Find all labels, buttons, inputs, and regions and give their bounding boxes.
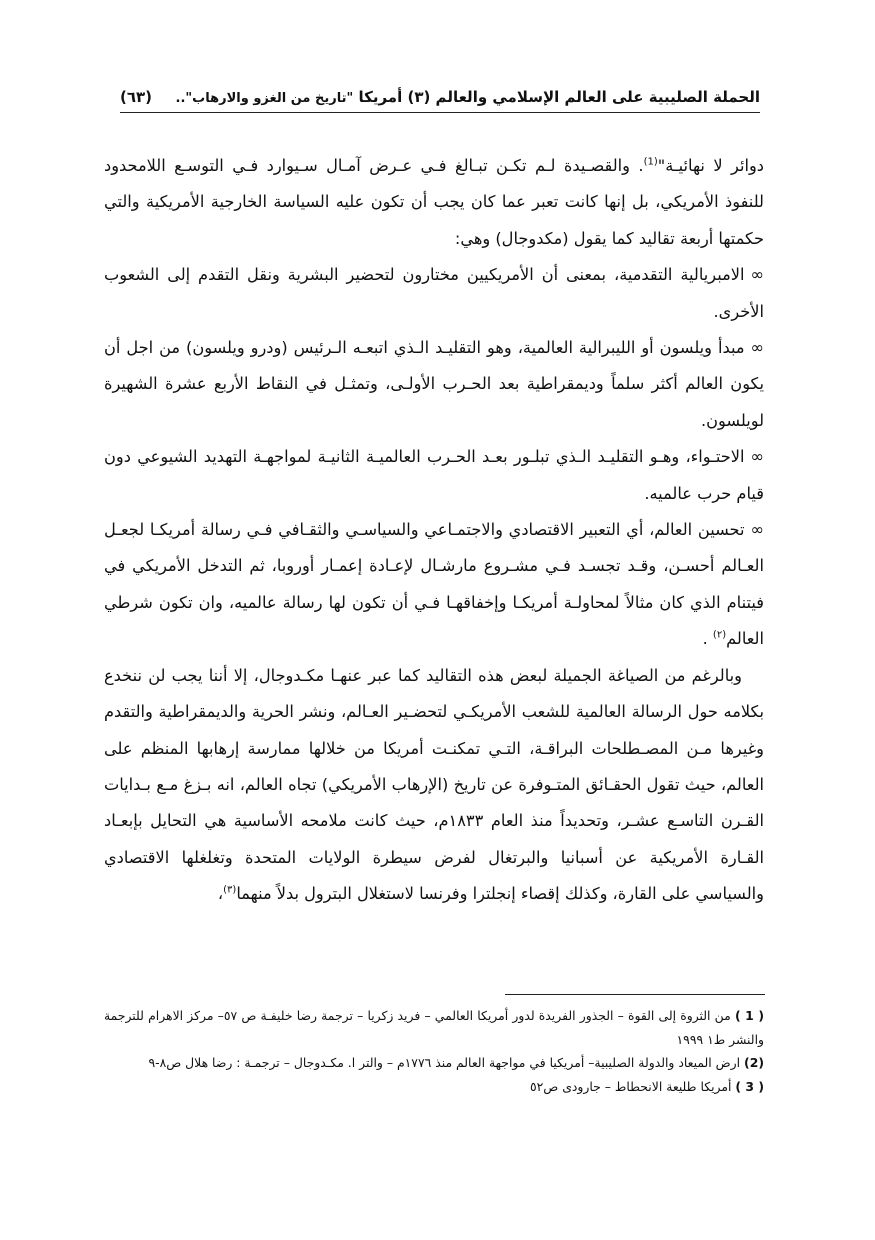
footnote-2 — [104, 1051, 764, 1075]
footnote-marker: ( 3 ) — [735, 1078, 764, 1094]
footnote-3 — [104, 1075, 764, 1099]
running-title — [176, 88, 760, 106]
footnote-ref-1[interactable]: (1) — [643, 156, 658, 168]
bullet-item-2 — [104, 330, 764, 439]
bullet-item-3 — [104, 439, 764, 512]
paragraph-1 — [104, 148, 764, 257]
bullet-item-3-text: الاحتـواء، وهـو التقليـد الـذي تبلـور بعـد الحـرب العالميـة الثانيـة لمواجهـة التهديد الشيوعي دون قيام حرب عالميه. — [104, 447, 764, 503]
footnote-1 — [104, 1004, 764, 1051]
footnote-text: من الثروة إلى القوة – الجذور الفريدة لدور أمريكا العالمي – فريد زكريا – ترجمة رضا خليفـة ص ٥٧– مركز الاهرام للترجمة والنشر ط١ ١٩٩٩ — [104, 1008, 764, 1047]
paragraph-1-start: دوائر لا نهائيـة" — [657, 156, 764, 175]
bullet-item-1 — [104, 257, 764, 330]
footnote-marker: ( 1 ) — [734, 1008, 764, 1023]
footnote-ref-2[interactable]: (٢) — [712, 629, 727, 641]
bullet-item-1-text: الامبريالية التقدمية، بمعنى أن الأمريكيين مختارون لتحضير البشرية ونقل التقدم إلى الشعوب الأخرى. — [104, 265, 764, 321]
footnote-ref-3[interactable]: (٣) — [223, 884, 237, 896]
page-number: (٦٣) — [120, 88, 153, 106]
bullet-item-4 — [104, 512, 764, 658]
bullet-item-2-text: مبدأ ويلسون أو الليبرالية العالمية، وهو التقليـد الـذي اتبعـه الـرئيس (ودرو ويلسون) من اجل أن يكون العالم أكثر سلماً وديمقراطية بعد الحـرب الأولـى، وتمثـل في النقاط الأربع عشرة الشهيرة لويلسون. — [104, 338, 764, 430]
running-title-subtitle: "تاريخ من الغزو والارهاب".. — [175, 91, 354, 106]
infinity-bullet-icon: ∞ — [750, 447, 764, 467]
footnotes — [104, 1004, 764, 1098]
bullet-item-4-text: تحسين العالم، أي التعبير الاقتصادي والاجتمـاعي والسياسـي والثقـافي فـي رسالة أمريكـا لجعـل العـالم أحسـن، وقـد تجسـد فـي مشـروع مارشـال لإعـادة إعمـار أوروبا، ثم التدخل الأمريكي في فيتنام الذي كان مثالاً لمحاولـة أمريكـا وإخفاقهـا فـي أن تكون لها رسالة عالميه، وان تكون شرطي العالم — [104, 520, 764, 649]
running-header — [120, 88, 760, 113]
bullet-item-4-end: . — [702, 629, 713, 649]
footnote-text: أمريكا طليعة الانحطاط – جارودى ص٥٢ — [529, 1078, 732, 1094]
running-title-main: الحملة الصليبية على العالم الإسلامي والعالم (٣) أمريكا — [353, 88, 760, 106]
paragraph-1-rest: . والقصـيدة لـم تكـن تبـالغ فـي عـرض آمـال سـيوارد فـي التوسـع اللامحدود للنفوذ الأمريكي، بل إنها كانت تعبر عما كان يجب أن تكون عليه السياسة الخارجية الأمريكية والتي حكمتها أربعة تقاليد كما يقول (مكدوجال) وهي: — [104, 156, 764, 248]
footnote-marker: (2) — [744, 1055, 764, 1070]
paragraph-2-end: ، — [217, 884, 224, 904]
footnote-divider — [505, 994, 765, 995]
infinity-bullet-icon: ∞ — [750, 520, 764, 540]
body-text — [104, 148, 764, 913]
infinity-bullet-icon: ∞ — [750, 265, 764, 285]
paragraph-2 — [104, 658, 764, 913]
footnote-text: ارض الميعاد والدولة الصليبية– أمريكيا في مواجهة العالم منذ ١٧٧٦م – والتر ا. مكـدوجال – ترجمـة : رضا هلال ص٨-٩ — [148, 1055, 741, 1070]
infinity-bullet-icon: ∞ — [750, 338, 764, 358]
paragraph-2-text: وبالرغم من الصياغة الجميلة لبعض هذه التقاليد كما عبر عنهـا مكـدوجال، إلا أننا يجب لن ننخدع بكلامه حول الرسالة العالمية للشعب الأمريكـي لتحضـير العـالم، ونشر الحرية والديمقراطية والتقدم وغيرها مـن المصـطلحات البراقـة، التـي تمكنـت أمريكا من خلالها ممارسة إرهابها المنظم على العالم، حيث تقول الحقـائق المتـوفرة عن تاريخ (الإرهاب الأمريكي) تجاه العالم، انه بـزغ مـع بـدايات القـرن التاسـع عشـر، وتحديداً منذ العام ١٨٣٣م، حيث كانت ملامحه الأساسية هي التحايل بإبعـاد القـارة الأمريكية عن أسبانيا والبرتغال لفرض سيطرة الولايات المتحدة وتغلغلها الاقتصادي والسياسي على القارة، وكذلك إقصاء إنجلترا وفرنسا لاستغلال البترول بدلاً منهما — [104, 665, 764, 904]
